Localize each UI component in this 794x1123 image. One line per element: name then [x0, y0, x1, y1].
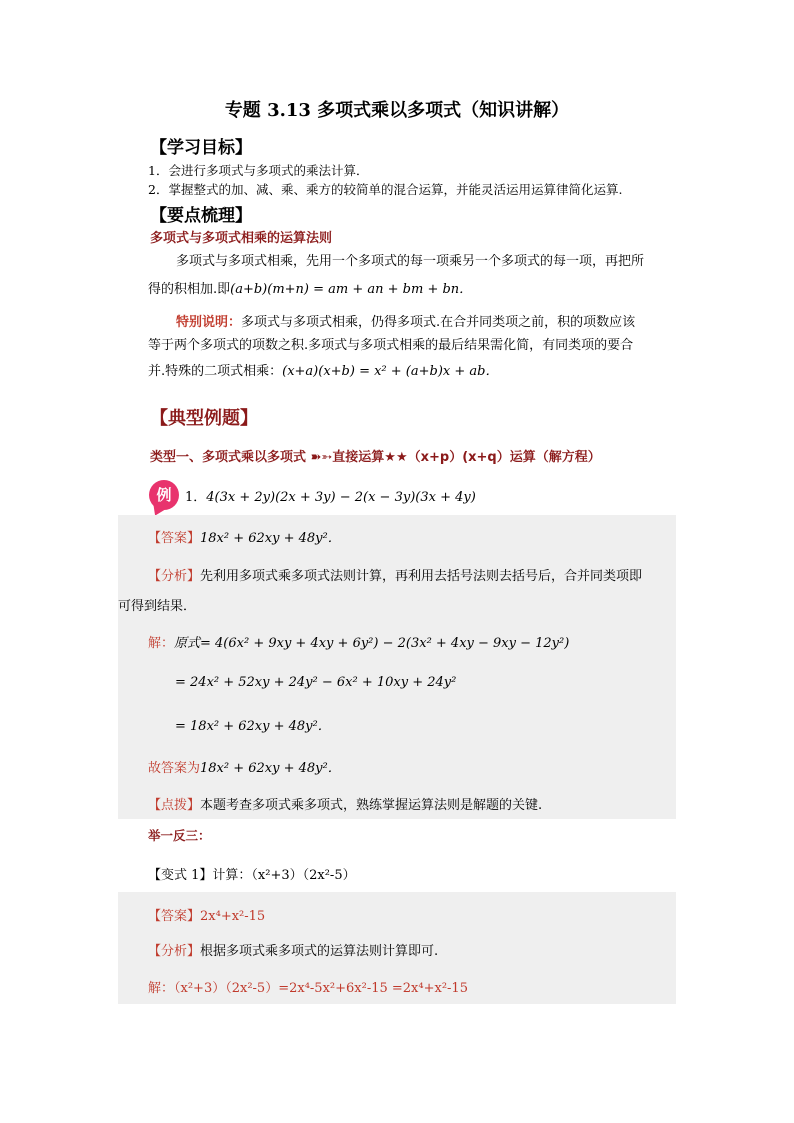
goal-item-2: 2．掌握整式的加、减、乘、乘方的较简单的混合运算，并能灵活运用运算律简化运算.: [148, 182, 623, 197]
rule-formula: (a+b)(m+n) = am + an + bm + bn．: [230, 282, 473, 297]
example-1-expression: 4(3x + 2y)(2x + 3y) − 2(x − 3y)(3x + 4y): [206, 490, 476, 505]
practice-heading: 举一反三：: [148, 828, 211, 843]
analysis-label: 【分析】: [148, 569, 201, 584]
answer-label: 【答案】: [148, 531, 201, 546]
answer-expression: 18x² + 62xy + 48y²．: [200, 531, 341, 546]
note-line-2: 等于两个多项式的项数之积.多项式与多项式相乘的最后结果需化简，有同类项的要合: [148, 338, 634, 353]
note-text-1: 多项式与多项式相乘，仍得多项式.在合并同类项之前，积的项数应该: [241, 315, 636, 330]
analysis-line-1: [148, 565, 642, 584]
variant-analysis: 根据多项式乘多项式的运算法则计算即可.: [200, 944, 439, 959]
variant-analysis-line: [148, 940, 438, 959]
conclusion-prefix: 故答案为: [148, 761, 201, 776]
variant-analysis-label: 【分析】: [148, 944, 201, 959]
tip-text: 本题考查多项式乘多项式，熟练掌握运算法则是解题的关键.: [200, 798, 543, 813]
variant-solution-label: 解：: [148, 981, 175, 996]
note-text-3: 并.特殊的二项式相乘：: [148, 364, 283, 379]
example-1-number: 1．: [185, 490, 207, 505]
example-badge: 例: [149, 480, 179, 510]
variant-solution-line: [148, 977, 468, 996]
analysis-text-1: 先利用多项式乘多项式法则计算，再利用去括号法则去括号后，合并同类项即: [200, 569, 643, 584]
type-1-heading: 类型一、多项式乘以多项式 ➽➳直接运算★★（x+p）(x+q）运算（解方程）: [150, 450, 601, 465]
variant-answer-line: [148, 905, 265, 924]
tip-label: 【点拨】: [148, 798, 201, 813]
conclusion-expression: 18x² + 62xy + 48y²．: [200, 761, 341, 776]
solution-label: 解：: [148, 636, 175, 651]
special-formula: (x+a)(x+b) = x² + (a+b)x + ab．: [282, 364, 499, 379]
page-title: 专题 3.13 多项式乘以多项式（知识讲解）: [224, 100, 570, 121]
examples-heading: 【典型例题】: [150, 408, 258, 429]
points-subheading: 多项式与多项式相乘的运算法则: [150, 231, 333, 246]
note-label: 特别说明：: [176, 315, 242, 330]
variant-1-problem: 计算：（x²+3）（2x²-5）: [212, 868, 356, 883]
goal-item-1: 1．会进行多项式与多项式的乘法计算．: [148, 163, 369, 178]
analysis-line-2: 可得到结果．: [118, 599, 197, 614]
example-1-problem: [185, 486, 476, 505]
variant-answer: 2x⁴+x²-15: [200, 909, 266, 924]
variant-1-label: 【变式 1】: [148, 868, 213, 883]
solution-step-1: 原式= 4(6x² + 9xy + 4xy + 6y²) − 2(3x² + 4xy − 9xy − 12y²): [174, 636, 570, 651]
rule-text-prefix: 得的积相加.即: [148, 282, 231, 297]
goals-heading: 【学习目标】: [150, 138, 252, 158]
note-line-1: [176, 311, 635, 330]
tip-line: [148, 794, 542, 813]
conclusion-line: [148, 757, 341, 776]
solution-step-3: = 18x² + 62xy + 48y²．: [175, 719, 331, 734]
solution-step-2: = 24x² + 52xy + 24y² − 6x² + 10xy + 24y²: [175, 675, 457, 690]
variant-solution: （x²+3）（2x²-5）=2x⁴-5x²+6x²-15 =2x⁴+x²-15: [174, 981, 468, 996]
variant-1-line: [148, 864, 356, 883]
rule-text-line-1: 多项式与多项式相乘，先用一个多项式的每一项乘另一个多项式的每一项，再把所: [176, 254, 645, 269]
points-heading: 【要点梳理】: [150, 206, 252, 226]
rule-text-line-2: [148, 278, 472, 297]
answer-line: [148, 527, 341, 546]
solution-line-1: [148, 632, 569, 651]
note-line-3: [148, 360, 498, 379]
variant-answer-label: 【答案】: [148, 909, 201, 924]
